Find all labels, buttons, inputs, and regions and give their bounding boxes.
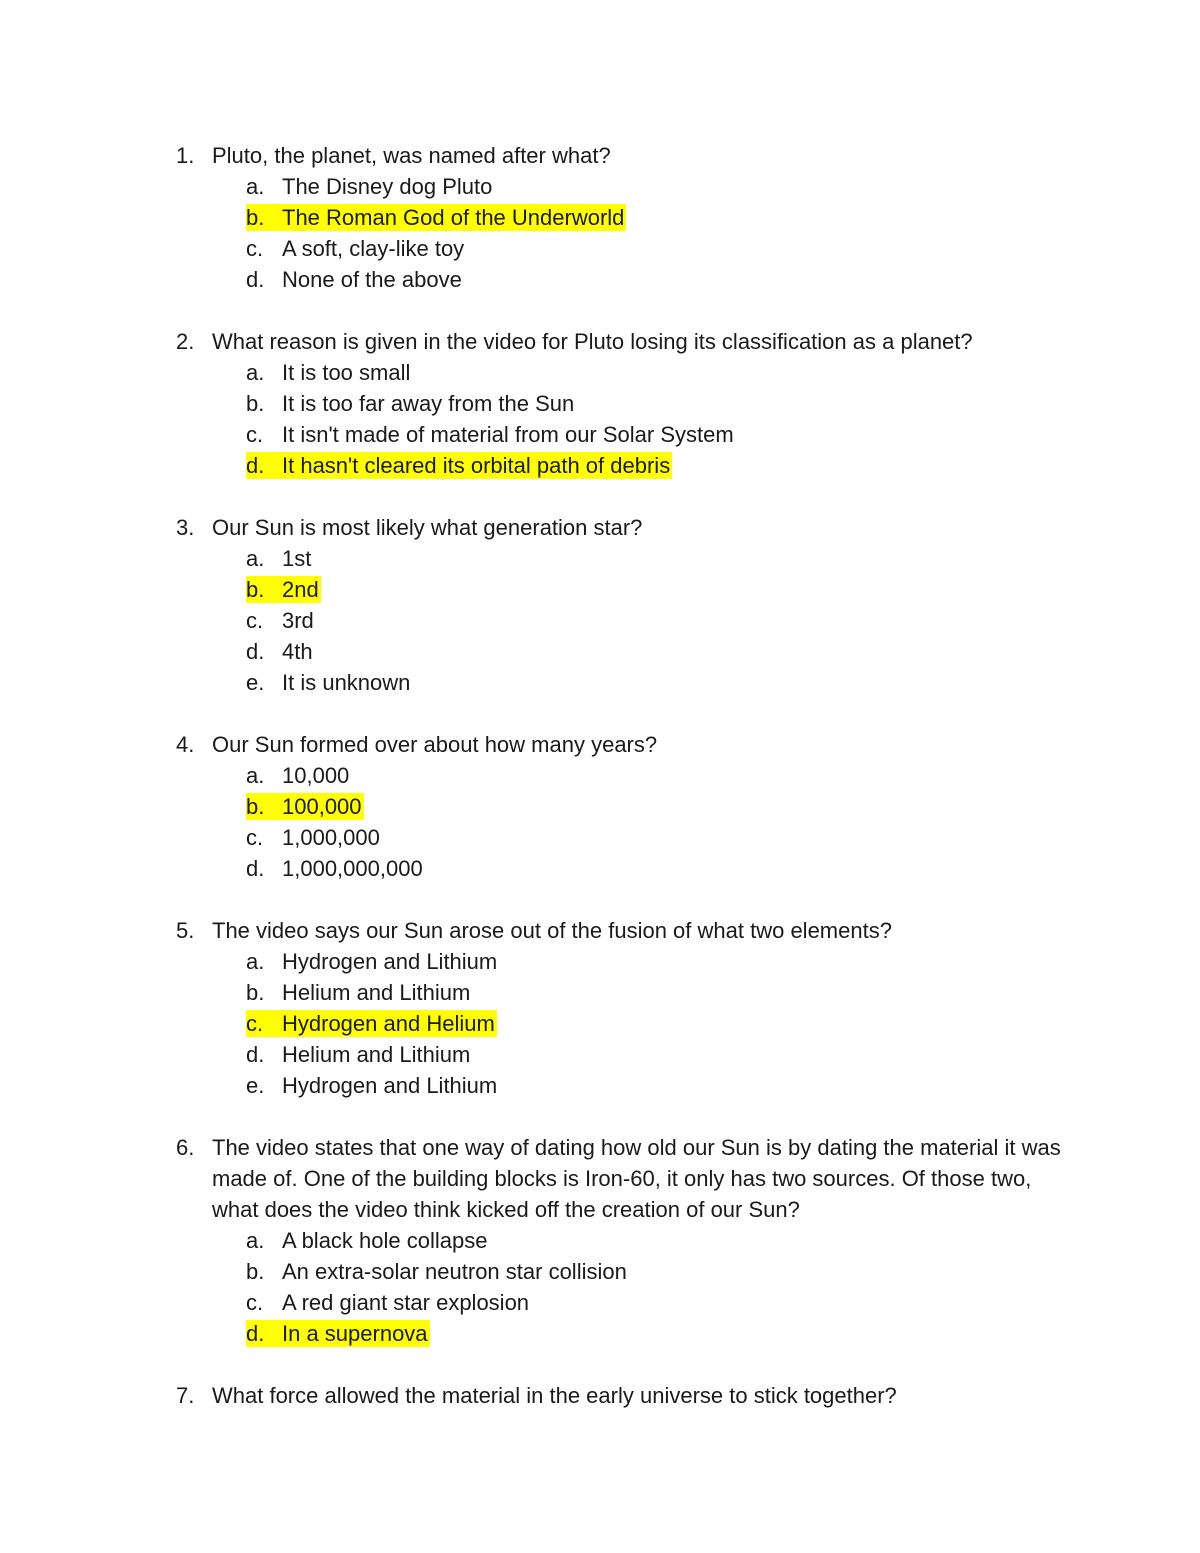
question-line	[0, 140, 1200, 171]
option-text: It is unknown	[282, 670, 411, 695]
question-line	[0, 1132, 1200, 1225]
answer-option	[246, 1070, 1200, 1101]
answer-option	[246, 605, 1200, 636]
answer-option-highlighted	[246, 202, 1200, 233]
option-text: A soft, clay-like toy	[282, 236, 465, 261]
option-letter: d.	[246, 1042, 265, 1067]
option-highlight	[246, 638, 315, 665]
option-text: 1st	[282, 546, 312, 571]
question-line	[0, 512, 1200, 543]
option-text: A red giant star explosion	[282, 1290, 530, 1315]
answer-option-highlighted	[246, 791, 1200, 822]
question-line	[0, 915, 1200, 946]
answer-option	[246, 543, 1200, 574]
option-letter: a.	[246, 546, 265, 571]
question-number: 6.	[176, 1135, 195, 1160]
question-item	[0, 1132, 1200, 1349]
option-letter: c.	[246, 422, 264, 447]
option-highlight	[246, 235, 466, 262]
option-highlight	[246, 545, 313, 572]
question-item	[0, 512, 1200, 698]
option-letter: a.	[246, 763, 265, 788]
question-item	[0, 140, 1200, 295]
option-letter: a.	[246, 949, 265, 974]
document-page	[0, 140, 1200, 1442]
option-highlight	[246, 1258, 629, 1285]
option-letter: d.	[246, 1321, 265, 1346]
question-item	[0, 915, 1200, 1101]
answer-option	[246, 419, 1200, 450]
question-item	[0, 1380, 1200, 1411]
answer-option	[246, 1039, 1200, 1070]
option-highlight	[246, 824, 382, 851]
option-letter: b.	[246, 980, 265, 1005]
question-text: The video says our Sun arose out of the fusion of what two elements?	[212, 918, 892, 943]
option-text: It is too far away from the Sun	[282, 391, 575, 416]
option-highlight	[246, 855, 425, 882]
question-text: What reason is given in the video for Pluto losing its classification as a planet?	[212, 329, 973, 354]
option-highlight	[246, 1010, 497, 1037]
question-number: 7.	[176, 1383, 195, 1408]
option-highlight	[246, 173, 494, 200]
answer-option	[246, 388, 1200, 419]
option-highlight	[246, 359, 412, 386]
option-text: Hydrogen and Lithium	[282, 949, 498, 974]
answer-option	[246, 853, 1200, 884]
answer-option-highlighted	[246, 1318, 1200, 1349]
option-letter: c.	[246, 608, 264, 633]
option-text: Helium and Lithium	[282, 1042, 471, 1067]
answer-option	[246, 636, 1200, 667]
question-number: 2.	[176, 329, 195, 354]
question-item	[0, 326, 1200, 481]
option-text: 3rd	[282, 608, 314, 633]
option-letter: b.	[246, 391, 265, 416]
option-letter: e.	[246, 670, 265, 695]
question-list	[0, 140, 1200, 1411]
question-text: What force allowed the material in the early universe to stick together?	[212, 1383, 897, 1408]
option-highlight	[246, 793, 364, 820]
question-item	[0, 729, 1200, 884]
option-text: It isn't made of material from our Solar System	[282, 422, 734, 447]
option-highlight	[246, 204, 626, 231]
option-highlight	[246, 452, 672, 479]
option-letter: d.	[246, 453, 265, 478]
option-letter: b.	[246, 577, 265, 602]
option-text: It is too small	[282, 360, 411, 385]
answer-option	[246, 1287, 1200, 1318]
option-text: None of the above	[282, 267, 462, 292]
answer-option-highlighted	[246, 574, 1200, 605]
option-highlight	[246, 1320, 430, 1347]
option-text: A black hole collapse	[282, 1228, 488, 1253]
option-letter: a.	[246, 1228, 265, 1253]
option-letter: c.	[246, 1290, 264, 1315]
option-text: Hydrogen and Lithium	[282, 1073, 498, 1098]
question-line	[0, 1380, 1200, 1411]
option-text: 100,000	[282, 794, 362, 819]
option-text: In a supernova	[282, 1321, 428, 1346]
answer-option	[246, 233, 1200, 264]
option-text: 10,000	[282, 763, 350, 788]
option-letter: c.	[246, 236, 264, 261]
option-highlight	[246, 669, 412, 696]
answer-option	[246, 171, 1200, 202]
option-text: Hydrogen and Helium	[282, 1011, 495, 1036]
option-text: 2nd	[282, 577, 319, 602]
option-text: The Roman God of the Underworld	[282, 205, 625, 230]
question-number: 3.	[176, 515, 195, 540]
answer-option	[246, 1256, 1200, 1287]
option-text: Helium and Lithium	[282, 980, 471, 1005]
option-letter: b.	[246, 1259, 265, 1284]
option-highlight	[246, 576, 321, 603]
option-text: 4th	[282, 639, 313, 664]
question-line	[0, 326, 1200, 357]
question-text: Our Sun is most likely what generation star?	[212, 515, 643, 540]
option-text: 1,000,000	[282, 825, 380, 850]
answer-option	[246, 946, 1200, 977]
option-text: It hasn't cleared its orbital path of debris	[282, 453, 671, 478]
question-number: 1.	[176, 143, 195, 168]
option-letter: e.	[246, 1073, 265, 1098]
option-letter: c.	[246, 1011, 264, 1036]
option-highlight	[246, 1227, 489, 1254]
option-text: An extra-solar neutron star collision	[282, 1259, 627, 1284]
option-letter: d.	[246, 267, 265, 292]
option-highlight	[246, 1041, 472, 1068]
answer-option	[246, 977, 1200, 1008]
option-highlight	[246, 421, 736, 448]
answer-option-highlighted	[246, 450, 1200, 481]
option-text: The Disney dog Pluto	[282, 174, 493, 199]
answer-option	[246, 264, 1200, 295]
question-text: Pluto, the planet, was named after what?	[212, 143, 611, 168]
question-text: The video states that one way of dating how old our Sun is by dating the material it was made of. One of the building blocks is Iron-60, it only has two sources. Of those two, what does the video think kicked off the creation of our Sun?	[212, 1135, 1061, 1222]
question-text: Our Sun formed over about how many years?	[212, 732, 658, 757]
question-line	[0, 729, 1200, 760]
option-letter: c.	[246, 825, 264, 850]
question-number: 5.	[176, 918, 195, 943]
option-highlight	[246, 948, 499, 975]
question-number: 4.	[176, 732, 195, 757]
option-letter: d.	[246, 639, 265, 664]
option-letter: d.	[246, 856, 265, 881]
option-highlight	[246, 979, 472, 1006]
option-letter: b.	[246, 794, 265, 819]
answer-option	[246, 357, 1200, 388]
option-highlight	[246, 1072, 499, 1099]
option-highlight	[246, 607, 316, 634]
option-highlight	[246, 1289, 531, 1316]
option-text: 1,000,000,000	[282, 856, 423, 881]
option-highlight	[246, 390, 576, 417]
answer-option	[246, 667, 1200, 698]
answer-option	[246, 760, 1200, 791]
option-letter: a.	[246, 360, 265, 385]
option-letter: a.	[246, 174, 265, 199]
answer-option	[246, 1225, 1200, 1256]
option-letter: b.	[246, 205, 265, 230]
option-highlight	[246, 266, 464, 293]
answer-option	[246, 822, 1200, 853]
answer-option-highlighted	[246, 1008, 1200, 1039]
option-highlight	[246, 762, 351, 789]
